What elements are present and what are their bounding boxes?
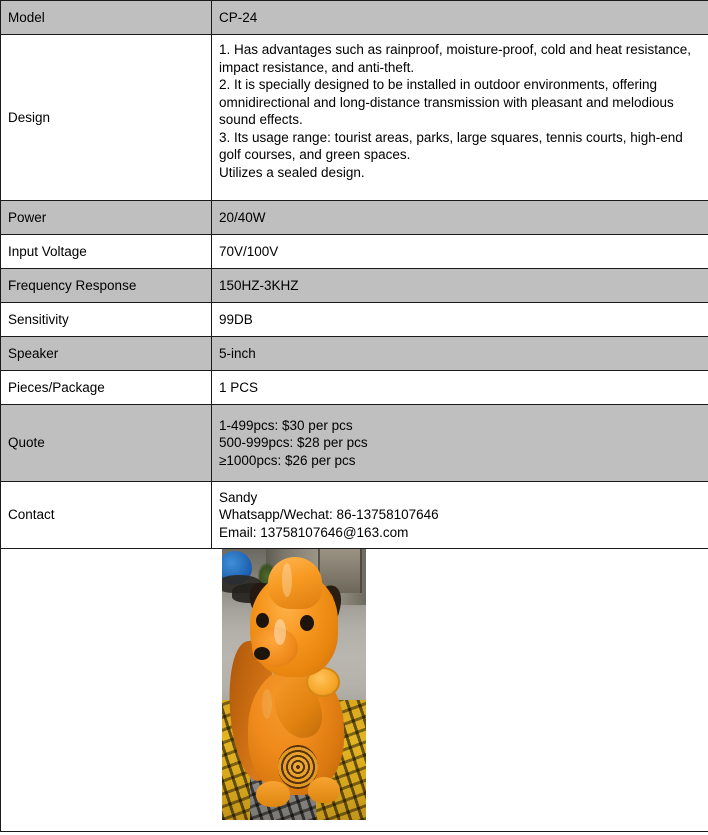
table-row-product-photo (1, 549, 708, 832)
squirrel-foot-right (308, 777, 340, 803)
photo-background (222, 549, 366, 820)
spec-value-pieces-package: 1 PCS (212, 371, 708, 405)
spec-table-body (1, 1, 708, 832)
table-row-input-voltage (1, 235, 708, 269)
squirrel-highlight-2 (262, 689, 272, 719)
spec-label-pieces-package: Pieces/Package (1, 371, 212, 405)
spec-label-power: Power (1, 201, 212, 235)
spec-label-model: Model (1, 1, 212, 35)
table-row-speaker (1, 337, 708, 371)
quote-tier-1: 1-499pcs: $30 per pcs (219, 417, 353, 433)
product-photo-orange-squirrel-garden-speaker (222, 549, 366, 820)
table-row-model (1, 1, 708, 35)
quote-tier-3: ≥1000pcs: $26 per pcs (219, 452, 356, 468)
spec-value-model: CP-24 (212, 1, 708, 35)
spec-label-quote: Quote (1, 405, 212, 482)
design-point-4: Utilizes a sealed design. (219, 164, 365, 180)
squirrel-highlight-1 (274, 619, 286, 645)
spec-value-frequency-response: 150HZ-3KHZ (212, 269, 708, 303)
spec-label-design: Design (1, 35, 212, 201)
table-row-frequency-response (1, 269, 708, 303)
squirrel-head-tuft (268, 557, 322, 609)
squirrel-eye-right (300, 615, 314, 631)
quote-tier-2: 500-999pcs: $28 per pcs (219, 435, 368, 451)
spec-value-design (212, 35, 708, 201)
spec-label-input-voltage: Input Voltage (1, 235, 212, 269)
spec-label-contact: Contact (1, 482, 212, 549)
design-point-3: 3. Its usage range: tourist areas, parks, large squares, tennis courts, high-end golf courses, and green spaces. (219, 129, 683, 162)
table-row-power (1, 201, 708, 235)
squirrel-eye-left (256, 613, 269, 628)
table-row-sensitivity (1, 303, 708, 337)
design-point-2: 2. It is specially designed to be installed in outdoor environments, offering omnidirectional and long-distance transmission with pleasant and melodious sound effects. (219, 77, 674, 127)
spec-value-speaker: 5-inch (212, 337, 708, 371)
spec-value-quote (212, 405, 708, 482)
product-photo-cell (1, 549, 708, 832)
contact-whatsapp-wechat: Whatsapp/Wechat: 86-13758107646 (219, 507, 439, 523)
spec-label-frequency-response: Frequency Response (1, 269, 212, 303)
contact-name: Sandy (219, 489, 258, 505)
contact-email: Email: 13758107646@163.com (219, 524, 409, 540)
spec-value-sensitivity: 99DB (212, 303, 708, 337)
spec-label-speaker: Speaker (1, 337, 212, 371)
spec-value-power: 20/40W (212, 201, 708, 235)
squirrel-nose (254, 647, 270, 660)
spec-value-contact (212, 482, 708, 549)
table-row-pieces-package (1, 371, 708, 405)
spec-value-input-voltage: 70V/100V (212, 235, 708, 269)
spec-label-sensitivity: Sensitivity (1, 303, 212, 337)
table-row-contact (1, 482, 708, 549)
design-point-1: 1. Has advantages such as rainproof, moisture-proof, cold and heat resistance, impact resistance, and anti-theft. (219, 42, 692, 75)
squirrel-foot-left (256, 781, 290, 807)
table-row-quote (1, 405, 708, 482)
table-row-design (1, 35, 708, 201)
